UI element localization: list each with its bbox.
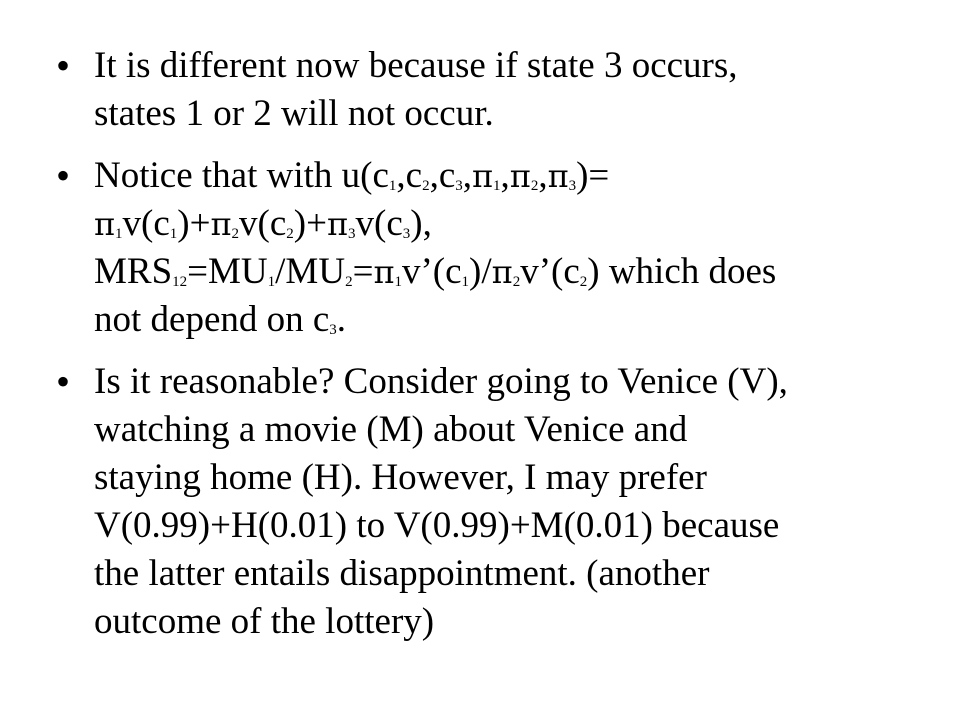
bullet-marker: • [56,43,71,88]
bullet-marker: • [56,153,71,198]
bullet-3-line-4: V(0.99)+H(0.01) to V(0.99)+M(0.01) because [94,505,780,546]
bullet-2-line-4: not depend on $c_3$. [94,299,347,340]
bullet-3-line-6: outcome of the lottery) [94,601,435,642]
bullet-3-line-2: watching a movie (M) about Venice and [94,409,688,450]
bullet-2-line-2: $\pi_1v(c_1)+\pi_2v(c_2)+\pi_3v(c_3)$, [94,203,432,244]
bullet-3-line-3: staying home (H). However, I may prefer [94,457,707,498]
bullet-3-line-5: the latter entails disappointment. (another [94,553,710,594]
bullet-3-line-1: Is it reasonable? Consider going to Venice (V), [94,361,788,402]
bullet-1-line-2: states 1 or 2 will not occur. [94,93,494,134]
bullet-2-line-1: Notice that with $u(c_1,c_2,c_3,\pi_1,\pi_2,\pi_3)=$ [94,155,610,196]
bullet-marker: • [56,359,71,404]
bullet-2-line-3: $MRS_{12}=MU_1/MU_2=\pi_1v’(c_1)/\pi_2v’(c_2)$ which does [94,251,777,292]
bullet-1-line-1: It is different now because if state 3 occurs, [94,45,738,86]
